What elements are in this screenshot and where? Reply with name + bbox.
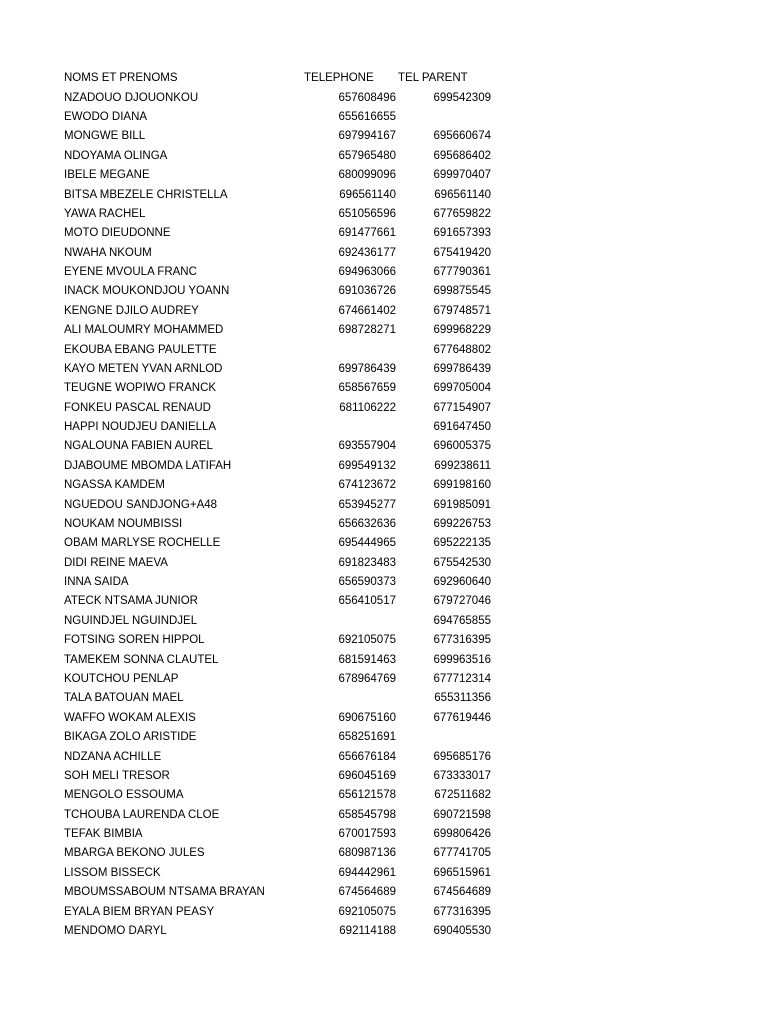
row-telephone: 655616655 bbox=[338, 110, 396, 123]
row-telephone: 651056596 bbox=[338, 207, 396, 220]
row-name: KAYO METEN YVAN ARNLOD bbox=[64, 362, 223, 375]
row-tel-parent: 677648802 bbox=[433, 343, 491, 356]
row-telephone: 699549132 bbox=[338, 459, 396, 472]
row-tel-parent: 694765855 bbox=[433, 614, 491, 627]
table-row bbox=[0, 186, 768, 205]
row-name: MBARGA BEKONO JULES bbox=[64, 847, 205, 860]
row-name: TCHOUBA LAURENDA CLOE bbox=[64, 808, 220, 821]
row-telephone bbox=[300, 689, 396, 708]
row-tel-parent: 699875545 bbox=[433, 285, 491, 298]
row-telephone: 658567659 bbox=[338, 382, 396, 395]
row-name: FOTSING SOREN HIPPOL bbox=[64, 634, 205, 647]
table-row bbox=[0, 573, 768, 592]
row-name: LISSOM BISSECK bbox=[64, 866, 161, 879]
row-name: TALA BATOUAN MAEL bbox=[64, 692, 184, 705]
row-tel-parent bbox=[398, 108, 491, 127]
table-row bbox=[0, 89, 768, 108]
row-name: MOTO DIEUDONNE bbox=[64, 227, 171, 240]
row-telephone: 656410517 bbox=[338, 595, 396, 608]
row-telephone: 657965480 bbox=[338, 149, 396, 162]
row-name: NDOYAMA OLINGA bbox=[64, 149, 168, 162]
row-tel-parent: 679748571 bbox=[433, 304, 491, 317]
table-row bbox=[0, 302, 768, 321]
table-row bbox=[0, 418, 768, 437]
table-row bbox=[0, 166, 768, 185]
row-name: MONGWE BILL bbox=[64, 130, 146, 143]
row-tel-parent: 672511682 bbox=[434, 789, 491, 802]
row-telephone: 695444965 bbox=[338, 537, 396, 550]
table-row bbox=[0, 147, 768, 166]
table-row bbox=[0, 786, 768, 805]
row-tel-parent: 699198160 bbox=[433, 479, 491, 492]
header-telephone: TELEPHONE bbox=[304, 72, 374, 84]
header-row bbox=[0, 69, 768, 88]
row-tel-parent: 692960640 bbox=[433, 576, 491, 589]
table-row bbox=[0, 496, 768, 515]
row-name: EYALA BIEM BRYAN PEASY bbox=[64, 905, 215, 918]
row-tel-parent bbox=[398, 728, 491, 747]
row-telephone: 696045169 bbox=[338, 769, 396, 782]
table-row bbox=[0, 864, 768, 883]
row-tel-parent: 677712314 bbox=[433, 673, 491, 685]
table-row bbox=[0, 651, 768, 670]
table-row bbox=[0, 127, 768, 146]
row-name: FONKEU PASCAL RENAUD bbox=[64, 401, 211, 414]
table-row bbox=[0, 728, 768, 747]
row-tel-parent: 655311356 bbox=[434, 692, 491, 705]
row-name: INNA SAIDA bbox=[64, 576, 129, 589]
row-tel-parent: 673333017 bbox=[433, 769, 491, 782]
row-telephone: 691477661 bbox=[338, 227, 396, 240]
table-row bbox=[0, 205, 768, 224]
table-row bbox=[0, 631, 768, 650]
row-telephone: 680987136 bbox=[338, 847, 396, 860]
row-tel-parent: 691647450 bbox=[433, 421, 491, 434]
row-name: EYENE MVOULA FRANC bbox=[64, 266, 197, 279]
row-tel-parent: 677316395 bbox=[433, 905, 491, 918]
row-telephone: 694963066 bbox=[338, 266, 396, 279]
row-name: NDZANA ACHILLE bbox=[64, 750, 162, 763]
table-row bbox=[0, 767, 768, 786]
row-tel-parent: 679727046 bbox=[433, 595, 491, 608]
row-telephone: 691823483 bbox=[338, 556, 396, 569]
table-row bbox=[0, 922, 768, 941]
row-tel-parent: 677741705 bbox=[433, 847, 491, 860]
row-tel-parent: 695686402 bbox=[433, 149, 491, 162]
table-row bbox=[0, 457, 768, 476]
row-telephone: 674123672 bbox=[338, 479, 396, 492]
table-row bbox=[0, 689, 768, 708]
row-tel-parent: 696005375 bbox=[433, 440, 491, 453]
header-name: NOMS ET PRENOMS bbox=[64, 72, 178, 84]
row-telephone: 694442961 bbox=[338, 866, 396, 879]
row-name: DJABOUME MBOMDA LATIFAH bbox=[64, 459, 232, 472]
row-telephone: 681591463 bbox=[338, 653, 396, 666]
row-telephone: 653945277 bbox=[338, 498, 396, 511]
row-name: NGALOUNA FABIEN AUREL bbox=[64, 440, 213, 453]
row-tel-parent: 699226753 bbox=[433, 517, 491, 530]
row-telephone: 656121578 bbox=[338, 789, 396, 802]
table-row bbox=[0, 709, 768, 728]
row-telephone: 690675160 bbox=[338, 711, 396, 724]
row-telephone: 693557904 bbox=[338, 440, 396, 453]
row-tel-parent: 699238611 bbox=[434, 459, 491, 472]
row-name: DIDI REINE MAEVA bbox=[64, 556, 168, 569]
row-telephone bbox=[300, 612, 396, 631]
table-row bbox=[0, 748, 768, 767]
row-telephone: 674564689 bbox=[338, 886, 396, 899]
row-name: OBAM MARLYSE ROCHELLE bbox=[64, 537, 221, 550]
table-row bbox=[0, 476, 768, 495]
table-row bbox=[0, 806, 768, 825]
row-name: KOUTCHOU PENLAP bbox=[64, 673, 179, 685]
row-telephone: 658545798 bbox=[338, 808, 396, 821]
row-name: MENGOLO ESSOUMA bbox=[64, 789, 184, 802]
header-tel-parent: TEL PARENT bbox=[398, 72, 468, 84]
row-name: WAFFO WOKAM ALEXIS bbox=[64, 711, 196, 724]
row-tel-parent: 677619446 bbox=[433, 711, 491, 724]
row-telephone: 681106222 bbox=[339, 401, 396, 414]
row-name: MBOUMSSABOUM NTSAMA BRAYAN bbox=[64, 886, 265, 899]
row-name: NGUINDJEL NGUINDJEL bbox=[64, 614, 198, 627]
row-tel-parent: 695685176 bbox=[433, 750, 491, 763]
row-telephone: 656632636 bbox=[338, 517, 396, 530]
table-row bbox=[0, 903, 768, 922]
row-name: BITSA MBEZELE CHRISTELLA bbox=[64, 188, 228, 201]
row-telephone bbox=[300, 341, 396, 360]
table-row bbox=[0, 263, 768, 282]
table-row bbox=[0, 883, 768, 902]
table-row bbox=[0, 825, 768, 844]
row-name: INACK MOUKONDJOU YOANN bbox=[64, 285, 230, 298]
row-telephone: 692114188 bbox=[339, 924, 396, 937]
row-name: NGASSA KAMDEM bbox=[64, 479, 165, 492]
row-telephone: 678964769 bbox=[338, 673, 396, 685]
row-telephone: 680099096 bbox=[338, 169, 396, 182]
row-tel-parent: 677154907 bbox=[433, 401, 491, 414]
row-name: TAMEKEM SONNA CLAUTEL bbox=[64, 653, 219, 666]
table-row bbox=[0, 399, 768, 418]
table-row bbox=[0, 341, 768, 360]
row-telephone: 656590373 bbox=[338, 576, 396, 589]
row-tel-parent: 699786439 bbox=[433, 362, 491, 375]
row-tel-parent: 696561140 bbox=[434, 188, 491, 201]
row-tel-parent: 699705004 bbox=[433, 382, 491, 395]
row-telephone: 692105075 bbox=[338, 634, 396, 647]
row-tel-parent: 675419420 bbox=[433, 246, 491, 259]
row-tel-parent: 696515961 bbox=[433, 866, 491, 879]
row-tel-parent: 690721598 bbox=[433, 808, 491, 821]
row-name: MENDOMO DARYL bbox=[64, 924, 167, 937]
row-tel-parent: 690405530 bbox=[433, 924, 491, 937]
row-tel-parent: 674564689 bbox=[433, 886, 491, 899]
table-row bbox=[0, 670, 768, 689]
row-name: ATECK NTSAMA JUNIOR bbox=[64, 595, 198, 608]
row-telephone: 696561140 bbox=[339, 188, 396, 201]
row-telephone: 691036726 bbox=[338, 285, 396, 298]
row-name: BIKAGA ZOLO ARISTIDE bbox=[64, 731, 197, 744]
row-name: TEFAK BIMBIA bbox=[64, 828, 143, 841]
row-tel-parent: 677316395 bbox=[433, 634, 491, 647]
row-tel-parent: 695660674 bbox=[433, 130, 491, 143]
table-row bbox=[0, 515, 768, 534]
table-row bbox=[0, 244, 768, 263]
row-name: NZADOUO DJOUONKOU bbox=[64, 91, 199, 104]
row-telephone: 670017593 bbox=[338, 828, 396, 841]
row-tel-parent: 695222135 bbox=[433, 537, 491, 550]
row-telephone: 658251691 bbox=[338, 731, 396, 744]
row-name: IBELE MEGANE bbox=[64, 169, 150, 182]
table-row bbox=[0, 437, 768, 456]
table-row bbox=[0, 224, 768, 243]
table-row bbox=[0, 554, 768, 573]
row-name: NOUKAM NOUMBISSI bbox=[64, 517, 183, 530]
table-row bbox=[0, 379, 768, 398]
row-telephone: 699786439 bbox=[338, 362, 396, 375]
row-name: NWAHA NKOUM bbox=[64, 246, 152, 259]
row-telephone: 697994167 bbox=[338, 130, 396, 143]
row-name: YAWA RACHEL bbox=[64, 207, 146, 220]
table-row bbox=[0, 321, 768, 340]
table-row bbox=[0, 592, 768, 611]
row-tel-parent: 675542530 bbox=[433, 556, 491, 569]
table-row bbox=[0, 360, 768, 379]
row-tel-parent: 677659822 bbox=[433, 207, 491, 220]
row-name: TEUGNE WOPIWO FRANCK bbox=[64, 382, 217, 395]
row-name: EWODO DIANA bbox=[64, 110, 148, 123]
row-name: NGUEDOU SANDJONG+A48 bbox=[64, 498, 218, 511]
row-telephone: 656676184 bbox=[338, 750, 396, 763]
row-tel-parent: 699970407 bbox=[433, 169, 491, 182]
row-tel-parent: 699968229 bbox=[433, 324, 491, 337]
row-tel-parent: 699542309 bbox=[433, 91, 491, 104]
row-telephone: 692105075 bbox=[338, 905, 396, 918]
row-name: HAPPI NOUDJEU DANIELLA bbox=[64, 421, 217, 434]
row-telephone: 657608496 bbox=[338, 91, 396, 104]
table-row bbox=[0, 844, 768, 863]
row-name: ALI MALOUMRY MOHAMMED bbox=[64, 324, 224, 337]
row-telephone: 698728271 bbox=[338, 324, 396, 337]
row-tel-parent: 677790361 bbox=[433, 266, 491, 279]
row-telephone: 692436177 bbox=[338, 246, 396, 259]
row-name: KENGNE DJILO AUDREY bbox=[64, 304, 199, 317]
table-row bbox=[0, 612, 768, 631]
row-name: SOH MELI TRESOR bbox=[64, 769, 170, 782]
row-name: EKOUBA EBANG PAULETTE bbox=[64, 343, 217, 356]
row-tel-parent: 691985091 bbox=[433, 498, 491, 511]
row-tel-parent: 691657393 bbox=[433, 227, 491, 240]
row-telephone bbox=[300, 418, 396, 437]
table-row bbox=[0, 282, 768, 301]
row-tel-parent: 699963516 bbox=[433, 653, 491, 666]
row-telephone: 674661402 bbox=[338, 304, 396, 317]
table-row bbox=[0, 534, 768, 553]
table-row bbox=[0, 108, 768, 127]
row-tel-parent: 699806426 bbox=[433, 828, 491, 841]
